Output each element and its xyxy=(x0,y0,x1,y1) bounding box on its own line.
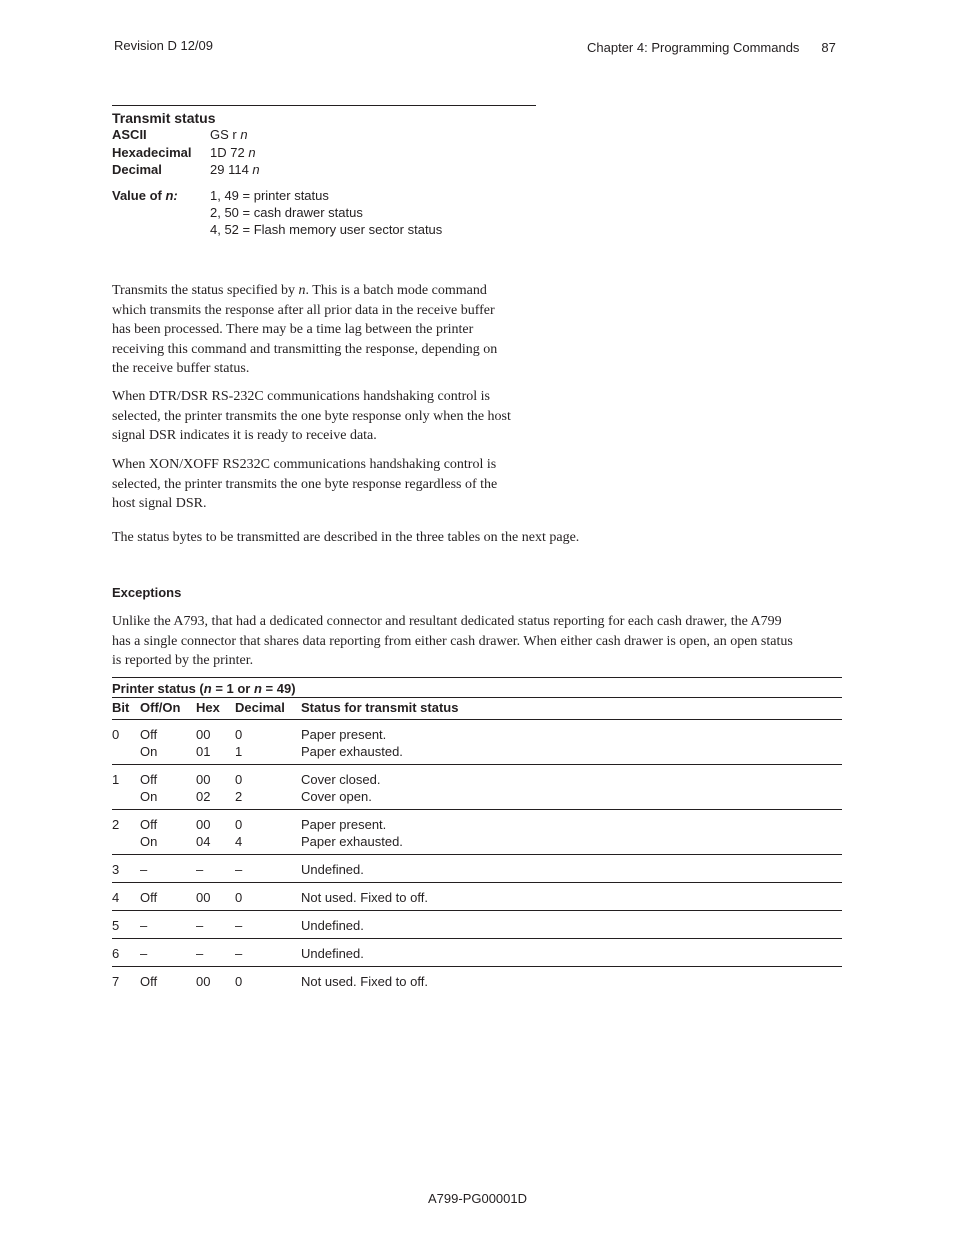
ascii-code: GS r xyxy=(210,127,237,142)
page-number: 87 xyxy=(821,40,836,55)
cell-off-on: Off xyxy=(140,817,158,832)
cell-off-on: Off xyxy=(140,974,158,989)
cell-status: Paper present. xyxy=(301,817,387,832)
cell-status: Undefined. xyxy=(301,862,364,877)
title-run: = 1 or xyxy=(211,681,254,696)
text-line: receiving this command and transmitting the response, depending on xyxy=(112,341,498,357)
text-line: host signal DSR. xyxy=(112,496,207,511)
cell-bit: 1 xyxy=(112,772,120,787)
text-run: . This is a batch mode command xyxy=(305,283,487,298)
value-label xyxy=(112,187,210,238)
cell-decimal: 2 xyxy=(235,789,243,804)
table-row xyxy=(112,883,842,911)
cell-status: Not used. Fixed to off. xyxy=(301,890,428,905)
table-row xyxy=(112,967,842,994)
table-row xyxy=(112,810,842,855)
text-line: the receive buffer status. xyxy=(112,361,250,376)
header-off-on: Off/On xyxy=(140,700,181,715)
text-line: When DTR/DSR RS-232C communications handshaking control is xyxy=(112,389,490,404)
cell-off-on: – xyxy=(140,946,148,961)
table-row xyxy=(112,855,842,883)
hex-code: 1D 72 xyxy=(210,144,245,160)
text-line: Unlike the A793, that had a dedicated connector and resultant dedicated status reporting for each cash drawer, the A799 xyxy=(112,614,782,629)
text-run: Transmits the status specified by xyxy=(112,283,299,298)
printer-status-table xyxy=(112,677,842,994)
text-line: is reported by the printer. xyxy=(112,653,254,668)
title-param: n xyxy=(203,681,212,696)
text-line: has a single connector that shares data reporting from either cash drawer. When either cash drawer is open, an open status xyxy=(112,633,793,649)
text-line: selected, the printer transmits the one byte response only when the host xyxy=(112,408,511,424)
table-row-line xyxy=(112,833,842,850)
cell-status: Cover closed. xyxy=(301,772,381,787)
values-of-n xyxy=(112,187,536,238)
cell-hex: 00 xyxy=(196,974,211,989)
hex-label: Hexadecimal xyxy=(112,144,192,160)
exceptions-heading: Exceptions xyxy=(112,585,182,600)
cell-decimal: – xyxy=(235,862,243,877)
cell-bit xyxy=(112,788,140,805)
header-chapter: Chapter 4: Programming Commands xyxy=(587,40,800,55)
table-row-line xyxy=(112,861,842,878)
footer-doc-id: A799-PG00001D xyxy=(428,1191,528,1206)
cell-hex: – xyxy=(196,946,204,961)
cell-status: Undefined. xyxy=(301,918,364,933)
cell-status: Undefined. xyxy=(301,946,364,961)
cell-decimal: 0 xyxy=(235,974,243,989)
text-line: which transmits the response after all prior data in the receive buffer xyxy=(112,302,495,318)
cell-hex: 00 xyxy=(196,772,211,787)
hex-row xyxy=(112,144,536,162)
table-row-line xyxy=(112,743,842,760)
table-row-line xyxy=(112,726,842,743)
cell-bit: 6 xyxy=(112,946,120,961)
table-row xyxy=(112,720,842,765)
hex-param: n xyxy=(248,144,256,160)
cell-hex: 00 xyxy=(196,727,211,742)
cell-decimal: 1 xyxy=(235,744,243,759)
decimal-param: n xyxy=(252,162,260,177)
command-summary xyxy=(112,105,536,238)
cell-off-on: On xyxy=(140,834,158,849)
decimal-row xyxy=(112,161,536,179)
header-revision: Revision D 12/09 xyxy=(114,38,213,53)
text-line: signal DSR indicates it is ready to receive data. xyxy=(112,428,377,443)
table-row-line xyxy=(112,973,842,990)
cell-status: Paper exhausted. xyxy=(301,834,403,849)
header-chapter-block xyxy=(587,40,836,55)
cell-off-on: – xyxy=(140,918,148,933)
header-decimal: Decimal xyxy=(235,700,285,715)
table-body xyxy=(112,720,842,994)
description-paragraph-2 xyxy=(112,387,511,446)
table-row-line xyxy=(112,771,842,788)
value-label-param: n: xyxy=(165,187,178,203)
cell-decimal: 0 xyxy=(235,890,243,905)
cell-decimal: – xyxy=(235,946,243,961)
table-row xyxy=(112,939,842,967)
cell-status: Paper exhausted. xyxy=(301,744,403,759)
cell-bit: 3 xyxy=(112,862,120,877)
text-line: selected, the printer transmits the one byte response regardless of the xyxy=(112,476,498,492)
header-hex: Hex xyxy=(196,700,220,715)
description-paragraph-1 xyxy=(112,281,497,379)
cell-off-on: Off xyxy=(140,890,158,905)
header-status: Status for transmit status xyxy=(301,700,459,715)
text-line: has been processed. There may be a time lag between the printer xyxy=(112,322,474,337)
ascii-label: ASCII xyxy=(112,127,147,142)
cell-decimal: 0 xyxy=(235,817,243,832)
cell-hex: – xyxy=(196,862,204,877)
table-row-line xyxy=(112,889,842,906)
title-run: = 49) xyxy=(261,681,296,696)
cell-decimal: – xyxy=(235,918,243,933)
cell-status: Cover open. xyxy=(301,789,372,804)
cell-off-on: On xyxy=(140,789,158,804)
title-param: n xyxy=(253,681,262,696)
value-item: 1, 49 = printer status xyxy=(210,187,329,203)
cell-hex: 04 xyxy=(196,834,211,849)
header-bit: Bit xyxy=(112,700,130,715)
value-label-text: Value of xyxy=(112,187,162,203)
text-line: When XON/XOFF RS232C communications handshaking control is xyxy=(112,457,497,472)
table-header-row xyxy=(112,697,842,720)
table-row-line xyxy=(112,816,842,833)
table-row-line xyxy=(112,917,842,934)
param-n: n xyxy=(298,283,306,298)
table-row-line xyxy=(112,788,842,805)
cell-off-on: – xyxy=(140,862,148,877)
value-item: 2, 50 = cash drawer status xyxy=(210,204,363,220)
table-row xyxy=(112,765,842,810)
decimal-label: Decimal xyxy=(112,162,162,177)
cell-off-on: Off xyxy=(140,727,158,742)
cell-decimal: 0 xyxy=(235,727,243,742)
cell-off-on: On xyxy=(140,744,158,759)
description-paragraph-3 xyxy=(112,455,497,514)
decimal-code: 29 114 xyxy=(210,162,249,177)
cell-bit: 5 xyxy=(112,918,120,933)
exceptions-paragraph xyxy=(112,612,793,671)
cell-hex: 01 xyxy=(196,744,211,759)
cell-bit xyxy=(112,833,140,850)
decimal-value xyxy=(210,161,260,179)
value-list xyxy=(210,187,442,238)
table-row xyxy=(112,911,842,939)
description-paragraph-4: The status bytes to be transmitted are described in the three tables on the next page. xyxy=(112,530,580,545)
cell-bit xyxy=(112,743,140,760)
cell-bit: 4 xyxy=(112,890,120,905)
cell-hex: – xyxy=(196,918,204,933)
command-title: Transmit status xyxy=(112,110,216,126)
cell-bit: 2 xyxy=(112,817,120,832)
cell-bit: 0 xyxy=(112,727,120,742)
title-run: Printer status ( xyxy=(112,681,204,696)
cell-hex: 00 xyxy=(196,817,211,832)
ascii-param: n xyxy=(240,127,248,142)
cell-status: Paper present. xyxy=(301,727,387,742)
text-line xyxy=(112,281,497,301)
value-item: 4, 52 = Flash memory user sector status xyxy=(210,221,443,237)
cell-decimal: 0 xyxy=(235,772,243,787)
cell-hex: 02 xyxy=(196,789,211,804)
cell-hex: 00 xyxy=(196,890,211,905)
cell-off-on: Off xyxy=(140,772,158,787)
cell-bit: 7 xyxy=(112,974,120,989)
table-title xyxy=(112,678,842,697)
cell-status: Not used. Fixed to off. xyxy=(301,974,428,989)
ascii-value xyxy=(210,126,248,144)
hex-value xyxy=(210,144,256,162)
table-row-line xyxy=(112,945,842,962)
cell-decimal: 4 xyxy=(235,834,243,849)
ascii-row xyxy=(112,126,536,144)
